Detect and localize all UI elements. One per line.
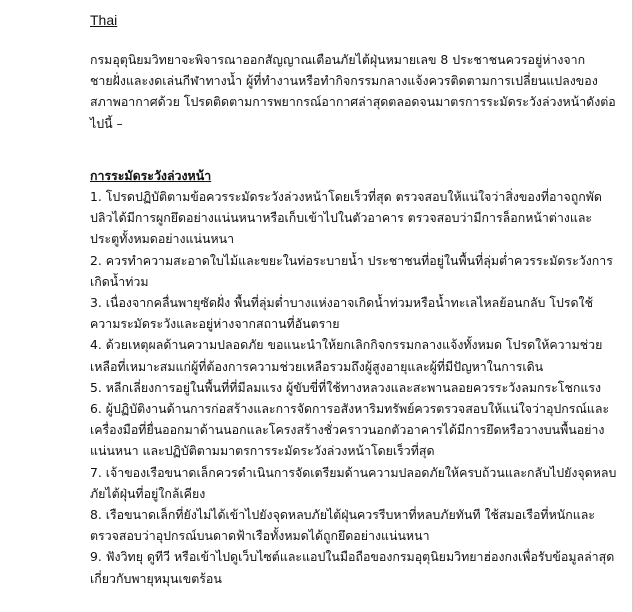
document-body [90, 49, 618, 589]
language-label: Thai [90, 12, 118, 28]
precaution-item-4: 4. ด้วยเหตุผลด้านความปลอดภัย ขอแนะนำให้ยกเลิกกิจกรรมกลางแจ้งทั้งหมด โปรดให้ความช่วยเหลือที่เหมาะสมแก่ผู้ที่ต้องการความช่วยเหลือรวมถึงผู้สูงอายุและผู้ที่มีปัญหาในการเดิน [90, 337, 603, 374]
precaution-item-3: 3. เนื่องจากคลื่นพายุซัดฝั่ง พื้นที่ลุ่มต่ำบางแห่งอาจเกิดน้ำท่วมหรือน้ำทะเลไหลย้อนกลับ โปรดใช้ความระมัดระวังและอยู่ห่างจากสถานที่อันตราย [90, 295, 594, 332]
precaution-item-8: 8. เรือขนาดเล็กที่ยังไม่ได้เข้าไปยังจุดหลบภัยไต้ฝุ่นควรรีบหาที่หลบภัยทันที ใช้สมอเรือที่หนักและตรวจสอบว่าอุปกรณ์บนดาดฟ้าเรือทั้งหมดได้ถูกยึดอย่างแน่นหนา [90, 507, 595, 544]
precaution-item-5: 5. หลีกเลี่ยงการอยู่ในพื้นที่ที่มีลมแรง ผู้ขับขี่ที่ใช้ทางหลวงและสะพานลอยควรระวังลมกระโชกแรง [90, 379, 602, 395]
precaution-item-2: 2. ควรทำความสะอาดใบไม้และขยะในท่อระบายน้ำ ประชาชนที่อยู่ในพื้นที่ลุ่มต่ำควรระมัดระวังการเกิดน้ำท่วม [90, 252, 613, 289]
precaution-item-7: 7. เจ้าของเรือขนาดเล็กควรดำเนินการจัดเตรียมด้านความปลอดภัยให้ครบถ้วนและกลับไปยังจุดหลบภัยไต้ฝุ่นที่อยู่ใกล้เคียง [90, 464, 617, 501]
intro-paragraph: กรมอุตุนิยมวิทยาจะพิจารณาออกสัญญาณเตือนภัยไต้ฝุ่นหมายเลข 8 ประชาชนควรอยู่ห่างจากชายฝั่งและงดเล่นกีฬาทางน้ำ ผู้ที่ทำงานหรือทำกิจกรรมกลางแจ้งควรติดตามการเปลี่ยนแปลงของสภาพอากาศด้วย โปรดติดตามการพยากรณ์อากาศล่าสุดตลอดจนมาตรการระมัดระวังล่วงหน้าดังต่อไปนี้ – [90, 52, 616, 131]
precaution-item-9: 9. ฟังวิทยุ ดูทีวี หรือเข้าไปดูเว็บไซต์และแอปในมือถือของกรมอุตุนิยมวิทยาฮ่องกงเพื่อรับข้อมูลล่าสุดเกี่ยวกับพายุหมุนเขตร้อน [90, 549, 615, 586]
section-heading: การระมัดระวังล่วงหน้า [90, 167, 212, 183]
precaution-item-6: 6. ผู้ปฏิบัติงานด้านการก่อสร้างและการจัดการอสังหาริมทรัพย์ควรตรวจสอบให้แน่ใจว่าอุปกรณ์และเครื่องมือที่ยื่นออกมาด้านนอกและโครงสร้างชั่วคราวนอกตัวอาคารได้มีการยึดหรือวางบนพื้นอย่างแน่นหนา และปฏิบัติตามมาตรการระมัดระวังล่วงหน้าโดยเร็วที่สุด [90, 401, 610, 459]
precaution-item-1: 1. โปรดปฏิบัติตามข้อควรระมัดระวังล่วงหน้าโดยเร็วที่สุด ตรวจสอบให้แน่ใจว่าสิ่งของที่อาจถูกพัดปลิวได้มีการผูกยึดอย่างแน่นหนาหรือเก็บเข้าไปในตัวอาคาร ตรวจสอบว่ามีการล็อกหน้าต่างและประตูทั้งหมดอย่างแน่นหนา [90, 189, 602, 247]
